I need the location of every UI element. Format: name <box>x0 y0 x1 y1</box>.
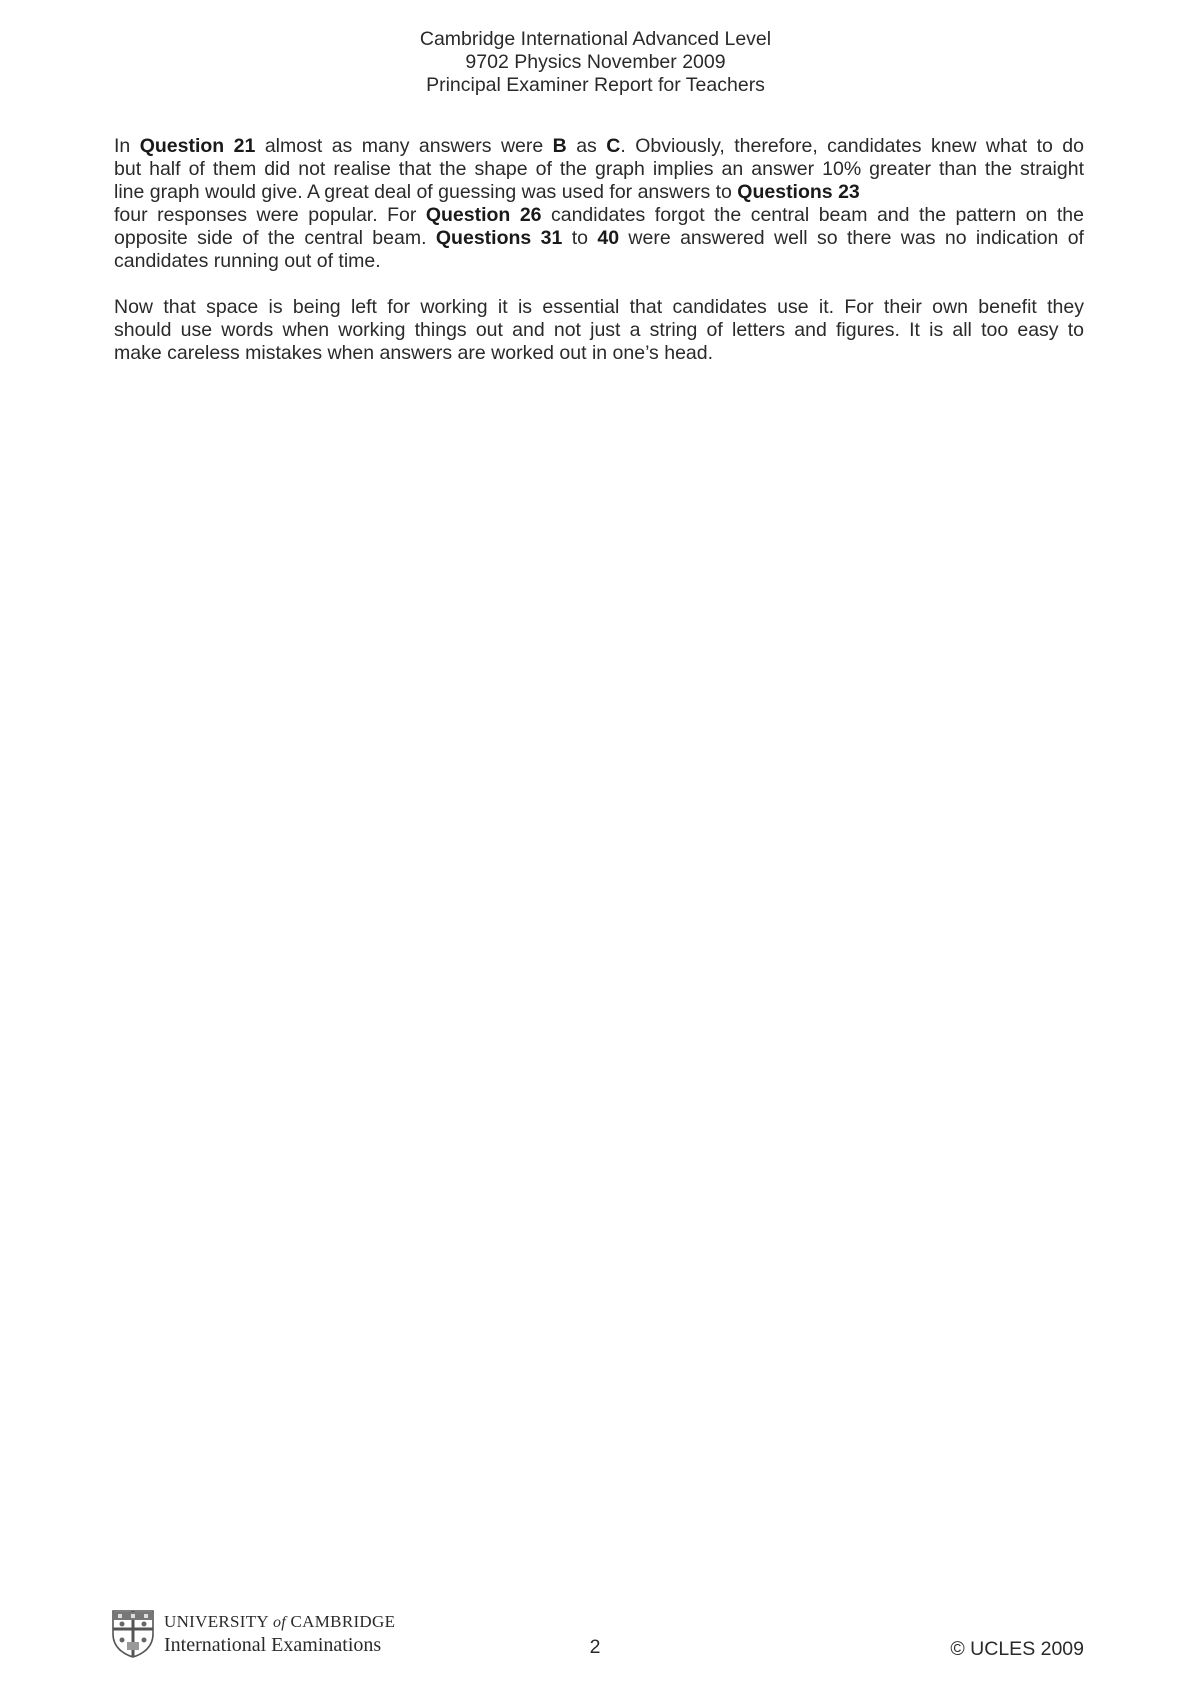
paragraph-2 <box>114 296 1084 365</box>
paragraph-2-line-2: should use words when working things out and not just a string of letters and figures. It is all too easy to <box>114 319 1084 341</box>
page-number: 2 <box>589 1636 601 1658</box>
question-ref: Questions 31 <box>435 227 563 249</box>
text-run: to <box>562 227 598 249</box>
header-line-3: Principal Examiner Report for Teachers <box>426 74 765 96</box>
text-run: as <box>566 135 607 157</box>
header-line-1: Cambridge International Advanced Level <box>419 28 772 50</box>
copyright-notice: © UCLES 2009 <box>950 1638 1084 1660</box>
paragraph-1 <box>114 135 1084 273</box>
logo-of-text: of <box>272 1614 286 1631</box>
text-run: opposite side of the central beam. <box>114 227 436 249</box>
paragraph-1-line-2: but half of them did not realise that the shape of the graph implies an answer 10% greater than the straight <box>114 158 1084 180</box>
cambridge-logo <box>112 1610 432 1658</box>
text-run: candidates forgot the central beam and the pattern on the <box>541 204 1084 226</box>
question-ref: Question 26 <box>425 204 542 226</box>
text-run: were answered well so there was no indication of <box>619 227 1084 249</box>
text-run: In <box>114 135 140 157</box>
logo-wordmark <box>164 1612 395 1657</box>
paragraph-1-line-4 <box>114 204 1084 227</box>
text-run: line graph would give. A great deal of guessing was used for answers to <box>114 181 738 203</box>
question-ref: 40 <box>597 227 620 249</box>
paragraph-1-line-6: candidates running out of time. <box>114 250 381 272</box>
answer-option: C <box>606 135 621 157</box>
paragraph-2-line-3: make careless mistakes when answers are worked out in one’s head. <box>114 342 714 364</box>
answer-option: B <box>552 135 567 157</box>
question-ref: Question 21 <box>139 135 256 157</box>
text-run: four responses were popular. For <box>114 204 426 226</box>
logo-line-examinations: International Examinations <box>164 1634 382 1656</box>
paragraph-2-line-1: Now that space is being left for working it is essential that candidates use it. For their own benefit they <box>114 296 1084 318</box>
question-ref: Questions 23 <box>737 181 860 203</box>
report-body <box>114 135 1084 388</box>
university-shield-icon <box>112 1610 154 1658</box>
logo-university-text: UNIVERSITY <box>164 1612 269 1631</box>
logo-cambridge-text: CAMBRIDGE <box>290 1612 396 1631</box>
paragraph-1-line-1 <box>114 135 1084 158</box>
header-line-2: 9702 Physics November 2009 <box>465 51 726 73</box>
page-header <box>0 28 1191 97</box>
logo-line-university <box>164 1612 395 1633</box>
paragraph-1-line-5 <box>114 227 1084 250</box>
text-run: . Obviously, therefore, candidates knew what to do <box>620 135 1084 157</box>
text-run: almost as many answers were <box>255 135 553 157</box>
paragraph-1-line-3 <box>114 181 1084 204</box>
